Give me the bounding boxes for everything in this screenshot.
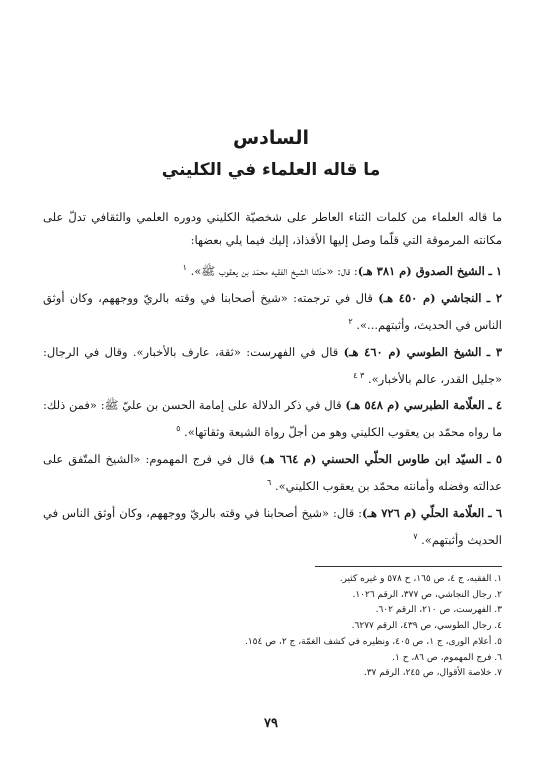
footnote-item: ١. الفقيه، ج ٤، ص ١٦٥، ح ٥٧٨ و غيره كثير.: [339, 574, 502, 584]
footnote-ref[interactable]: ٣ ٤: [353, 370, 365, 380]
footnote-ref[interactable]: ٥: [176, 424, 181, 434]
quote-text: قال في الفهرست: «ثقة، عارف بالأخبار». وقال في الرجال: «جليل القدر، عالم بالأخبار».: [43, 344, 502, 386]
footnote-item: ٤. رجال الطوسي، ص ٤٣٩، الرقم ٦٢٧٧.: [351, 621, 502, 632]
body-text: [43, 206, 502, 552]
footnote-ref[interactable]: ٢: [348, 316, 353, 326]
scholar-quote-6: [43, 502, 502, 552]
scholar-name: الشيخ الصدوق (م ٣٨١ هـ): [357, 263, 485, 278]
scholar-quote-3: [43, 341, 502, 391]
scholar-quote-5: [43, 448, 502, 498]
quote-text: : قال: «حدّثنا الشيخ الفقيه محمّد بن يعقوب ﷺ».: [190, 263, 358, 278]
footnote-item: ٦. فرج المهموم، ص ٨٦، ح ١.: [392, 652, 502, 663]
scholar-quote-2: [43, 287, 502, 337]
footnote-item: ٣. الفهرست، ص ٢١٠، الرقم ٦٠٢.: [375, 605, 502, 616]
footnotes-list: [120, 572, 502, 682]
scholar-name: العلّامة الحلّي (م ٧٢٦ هـ): [362, 506, 485, 521]
footnote-ref[interactable]: ٦: [267, 478, 272, 488]
scholar-name: الشيخ الطوسي (م ٤٦٠ هـ): [343, 344, 482, 359]
scholar-name: العلّامة الطبرسي (م ٥٤٨ هـ): [345, 398, 485, 413]
quote-text: قال في فرج المهموم: «الشيخ المتّفق على عدالته وفضله وأمانته محمّد بن يعقوب الكليني».: [43, 452, 502, 494]
footnote-item: ٢. رجال النجاشي، ص ٣٧٧، الرقم ١٠٢٦.: [352, 589, 502, 600]
item-number: ٤ ـ: [488, 398, 503, 413]
footnote-divider: [315, 566, 502, 567]
quote-text: : قال: «شيخ أصحابنا في وقته بالريّ ووجههم، وكان أوثق الناس في الحديث وأثبتهم».: [43, 506, 502, 547]
item-number: ٣ ـ: [486, 344, 503, 359]
section-subheading: ما قاله العلماء في الكليني: [161, 160, 381, 180]
item-number: ٢ ـ: [486, 290, 503, 305]
item-number: ٥ ـ: [487, 452, 503, 467]
footnote-item: ٥. أعلام الورى، ج ١، ص ٤٠٥، ونظيره في كشف الغمّة، ج ٢، ص ١٥٤.: [244, 636, 502, 647]
page-number: ٧٩: [264, 716, 278, 731]
section-heading: السادس: [232, 127, 310, 149]
intro-paragraph: ما قاله العلماء من كلمات الثناء العاطر على شخصيّة الكليني ودوره العلمي والثقافي تدلّ على مكانته المرموقة التي قلّما وصل إليها الأفذاذ، إليك فيما يلي بعضها:: [43, 210, 502, 247]
scholar-name: السيّد ابن طاوس الحلّي الحسني (م ٦٦٤ هـ): [259, 452, 483, 467]
scholar-quote-4: [43, 394, 502, 444]
footnote-ref[interactable]: ٧: [413, 532, 418, 542]
scholar-quote-1: [43, 256, 502, 283]
scholar-name: النجاشي (م ٤٥٠ هـ): [378, 290, 482, 305]
quote-text: قال في ذكر الدلالة على إمامة الحسن بن عليّ ﷺ: «فمن ذلك: ما رواه محمّد بن يعقوب الكليني وهو من أجلّ رواة الشيعة وثقاتها».: [43, 398, 502, 440]
footnote-ref[interactable]: ١: [182, 263, 187, 272]
quote-text: قال في ترجمته: «شيخ أصحابنا في وقته بالريّ ووجههم، وكان أوثق الناس في الحديث، وأثبتهم...».: [43, 290, 502, 332]
item-number: ٦ ـ: [488, 506, 503, 521]
footnote-item: ٧. خلاصة الأقوال، ص ٢٤٥، الرقم ٣٧.: [363, 668, 502, 679]
item-number: ١ ـ: [488, 263, 502, 278]
